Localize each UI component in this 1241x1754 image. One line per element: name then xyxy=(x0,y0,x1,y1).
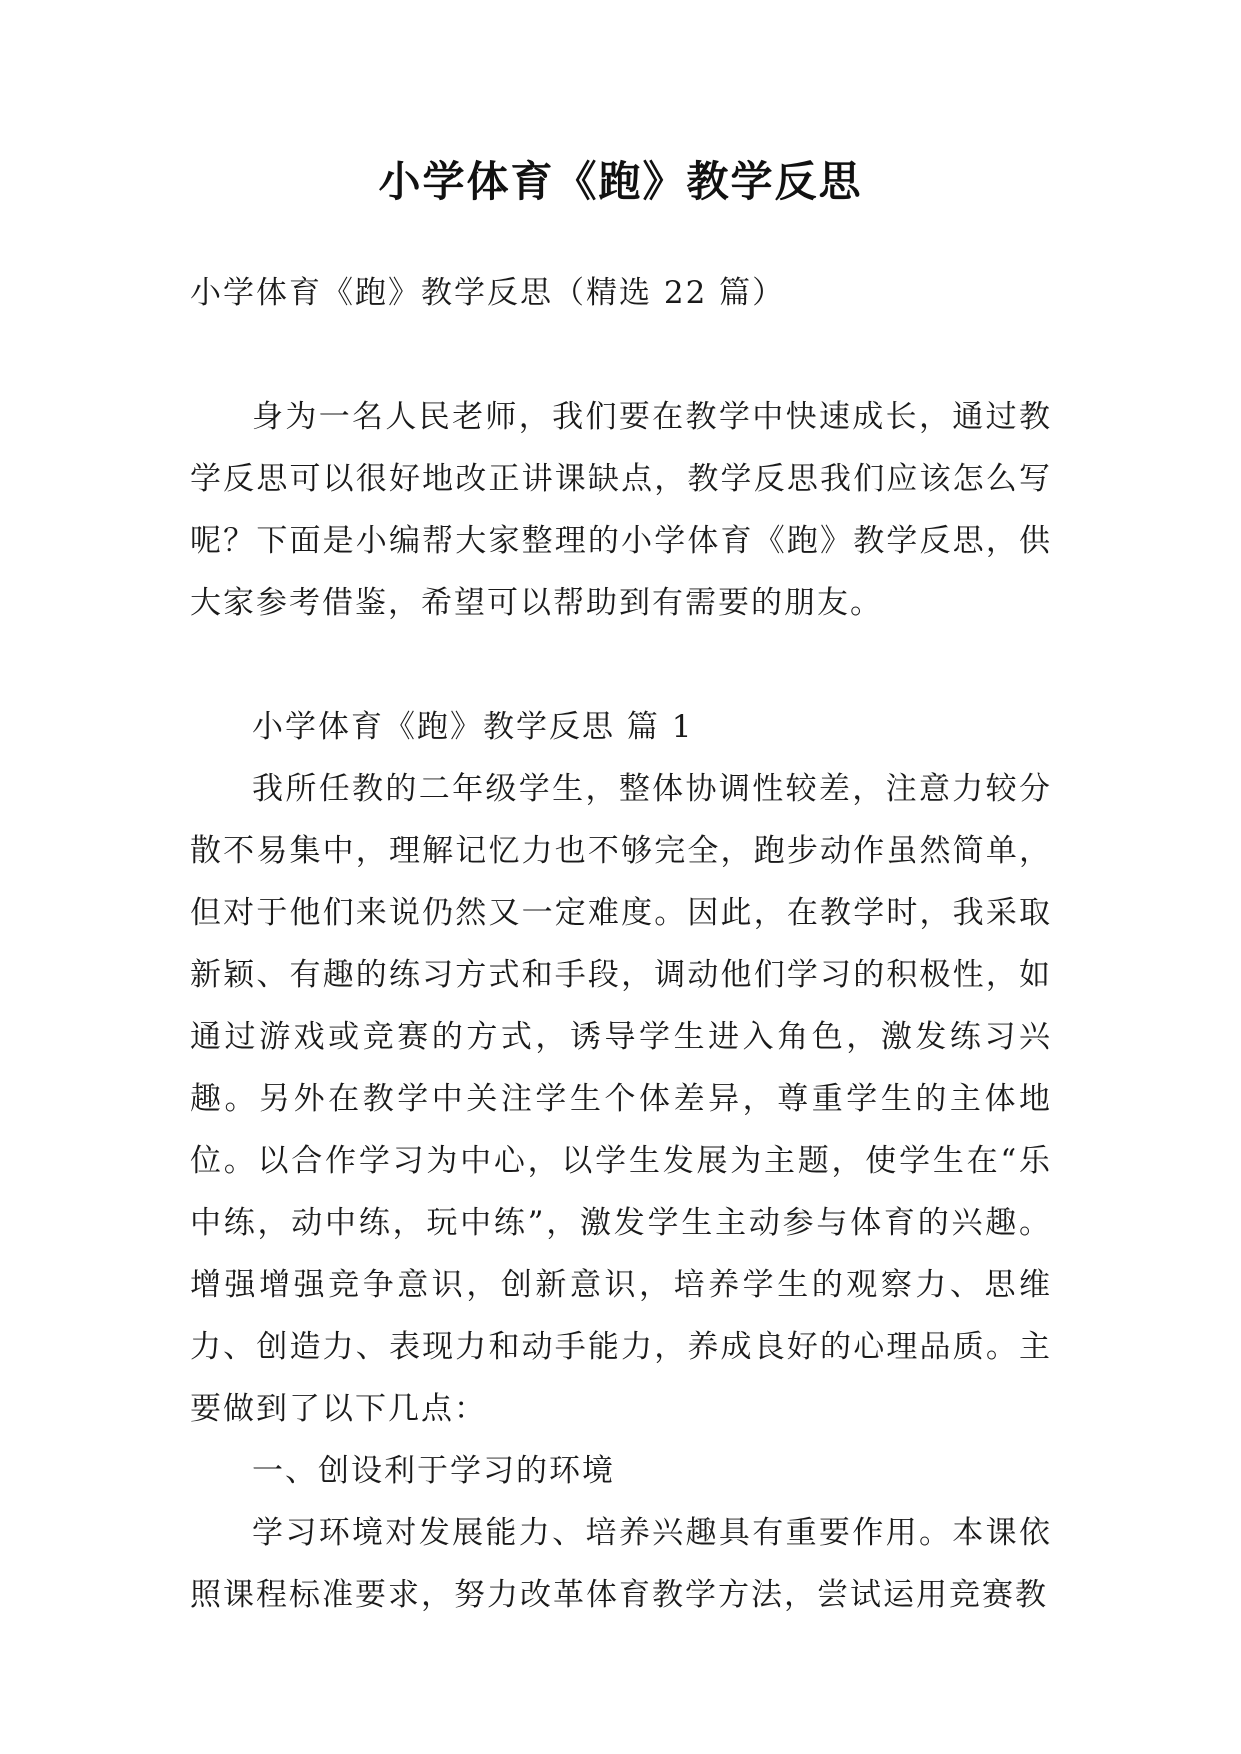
body-paragraph: 我所任教的二年级学生，整体协调性较差，注意力较分散不易集中，理解记忆力也不够完全，跑步动作虽然简单，但对于他们来说仍然又一定难度。因此，在教学时，我采取新颖、有趣的练习方式和手段，调动他们学习的积极性，如通过游戏或竞赛的方式，诱导学生进入角色，激发练习兴趣。另外在教学中关注学生个体差异，尊重学生的主体地位。以合作学习为中心，以学生发展为主题，使学生在“乐中练，动中练，玩中练”，激发学生主动参与体育的兴趣。增强增强竞争意识，创新意识，培养学生的观察力、思维力、创造力、表现力和动手能力，养成良好的心理品质。主要做到了以下几点： xyxy=(190,771,1052,1427)
item-heading: 一、创设利于学习的环境 xyxy=(252,1453,615,1489)
document-body xyxy=(190,262,1052,1626)
spacer xyxy=(190,324,1052,386)
document-subtitle: 小学体育《跑》教学反思（精选 22 篇） xyxy=(190,275,786,311)
spacer xyxy=(190,634,1052,696)
intro-paragraph: 身为一名人民老师，我们要在教学中快速成长，通过教学反思可以很好地改正讲课缺点，教学反思我们应该怎么写呢？下面是小编帮大家整理的小学体育《跑》教学反思，供大家参考借鉴，希望可以帮助到有需要的朋友。 xyxy=(190,399,1052,621)
body-paragraph: 学习环境对发展能力、培养兴趣具有重要作用。本课依照课程标准要求，努力改革体育教学方法，尝试运用竞赛教 xyxy=(190,1515,1052,1613)
section-heading: 小学体育《跑》教学反思 篇 1 xyxy=(252,709,694,745)
document-title: 小学体育《跑》教学反思 xyxy=(378,157,863,206)
